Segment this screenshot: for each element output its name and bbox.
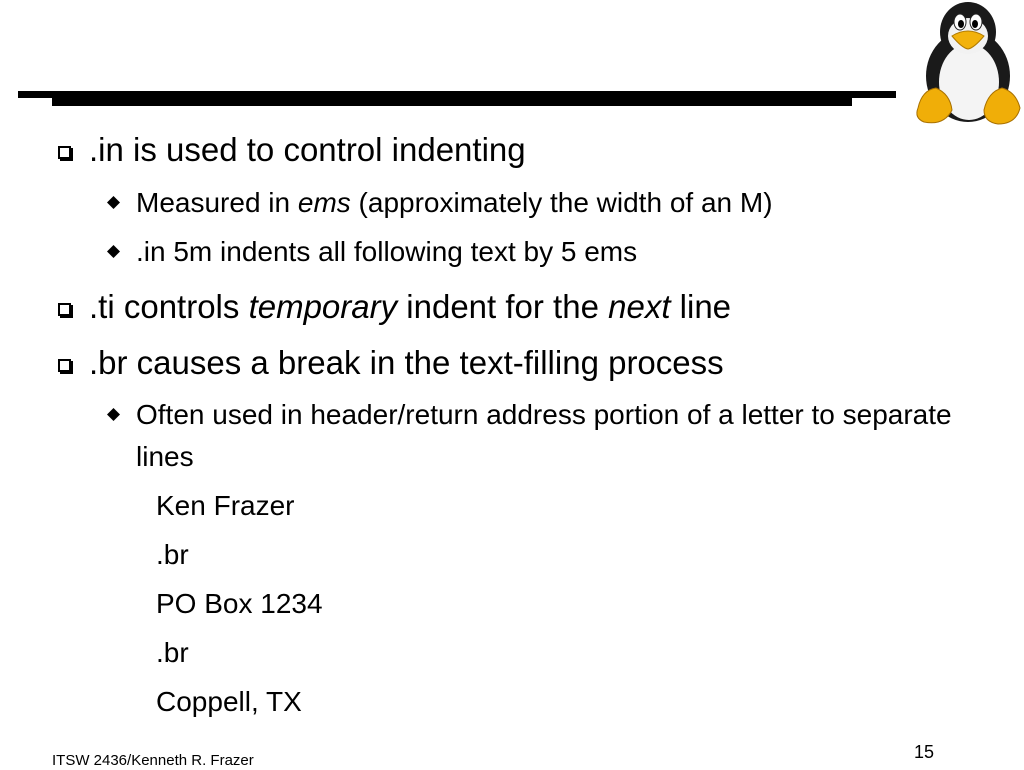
bullet-emphasis: next: [608, 288, 671, 325]
bullet-text: .in is used to control indenting: [89, 131, 526, 168]
bullet-text: .ti controls: [89, 288, 249, 325]
checkbox-bullet-icon: [58, 303, 71, 316]
bullet-emphasis: temporary: [248, 288, 398, 325]
subbullet-ems: [107, 186, 967, 220]
subbullet-text: Often used in header/return address portion of a letter to separate lines: [136, 399, 952, 472]
diamond-bullet-icon: [107, 196, 120, 209]
address-line: Ken Frazer: [156, 490, 295, 521]
bullet-text: indent for the: [397, 288, 609, 325]
diamond-bullet-icon: [107, 408, 120, 421]
checkbox-bullet-icon: [58, 359, 71, 372]
subbullet-text: .in 5m indents all following text by 5 ems: [136, 236, 638, 267]
footer-author: ITSW 2436/Kenneth R. Frazer: [52, 752, 254, 769]
diamond-bullet-icon: [107, 245, 120, 258]
subbullet-indent: [107, 235, 967, 269]
address-line: .br: [156, 637, 189, 668]
address-line: .br: [156, 539, 189, 570]
subbullet-text: (approximately the width of an M): [350, 187, 773, 218]
subbullet-often: [107, 398, 967, 478]
subbullet-emphasis: ems: [297, 187, 351, 218]
bullet-in: [58, 130, 526, 170]
address-line: PO Box 1234: [156, 588, 323, 619]
bullet-br: [58, 343, 724, 383]
checkbox-bullet-icon: [58, 146, 71, 159]
bullet-text: line: [670, 288, 732, 325]
subbullet-text: Measured in: [136, 187, 298, 218]
page-number: 15: [914, 742, 935, 762]
bullet-text: .br causes a break in the text-filling process: [89, 344, 724, 381]
address-line: Coppell, TX: [156, 686, 302, 717]
bullet-ti: [58, 287, 731, 327]
